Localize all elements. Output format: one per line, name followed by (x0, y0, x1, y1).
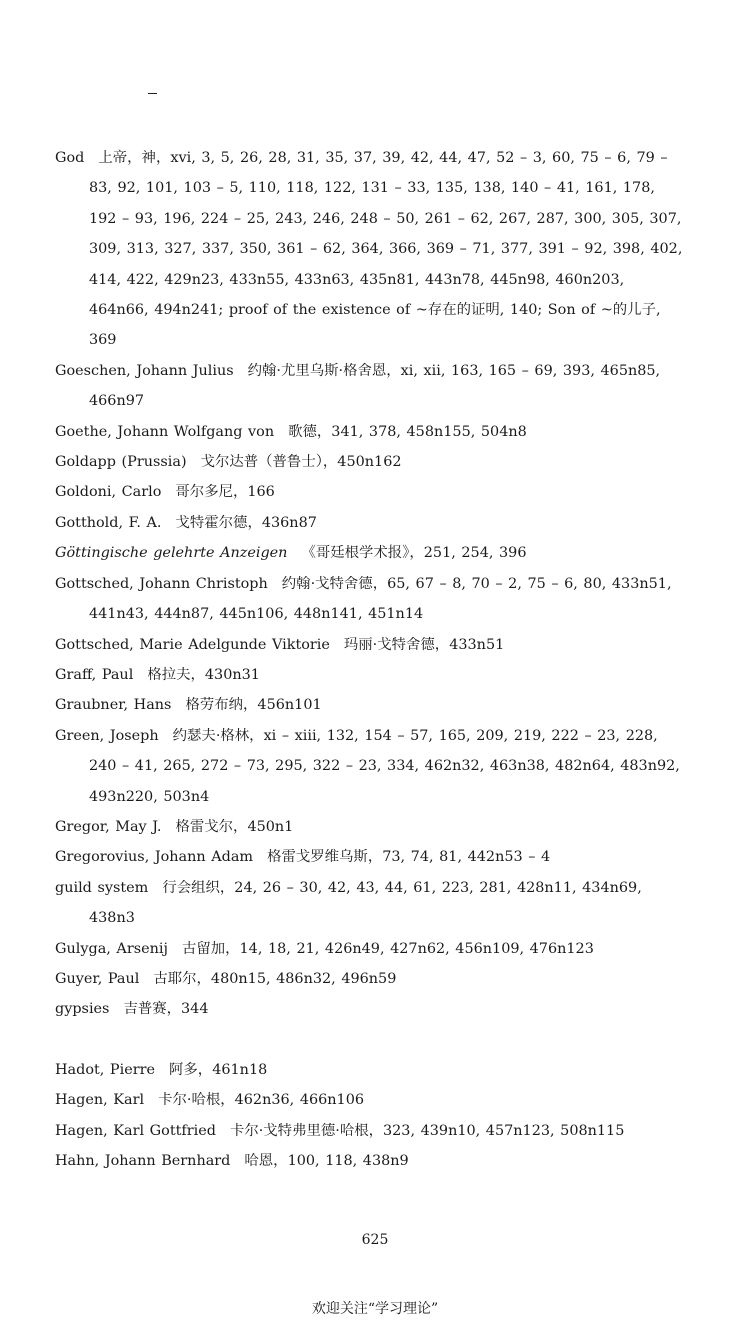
entry-refs: 100, 118, 438n9 (287, 1153, 409, 1169)
entry-refs: 450n162 (337, 454, 402, 471)
entry-term: Hahn, Johann Bernhard (55, 1153, 231, 1169)
entry-refs: 436n87 (261, 514, 317, 531)
entry-term: Gottsched, Johann Christoph (55, 575, 268, 592)
index-entry-goldoni (55, 477, 685, 507)
entry-chinese: 格劳布纳， (185, 697, 258, 714)
index-entry-guild-system (55, 873, 685, 934)
index-entry-hadot (55, 1055, 685, 1085)
index-entry-gypsies (55, 994, 685, 1024)
entry-refs: xi – xiii, 132, 154 – 57, 165, 209, 219, 222 – 23, 228, 240 – 41, 265, 272 – 73, 295, 322 – 23, 334, 462n32, 463n38, 482n64, 483n92, 493n220, 503n4 (89, 727, 680, 805)
index-entry-hahn (55, 1146, 685, 1176)
index-entry-goeschen (55, 356, 685, 417)
index-entry-gottsched-marie (55, 630, 685, 660)
entry-chinese: 格雷戈罗维乌斯， (267, 849, 383, 866)
entry-chinese: 上帝，神， (98, 150, 171, 166)
stray-mark (148, 93, 157, 94)
entry-term: Graubner, Hans (55, 697, 172, 714)
entry-refs: 461n18 (212, 1061, 268, 1078)
entry-refs: 341, 378, 458n155, 504n8 (331, 423, 527, 440)
letter-section-gap (55, 1025, 685, 1055)
index-entry-gottsched-johann (55, 569, 685, 630)
entry-term: Gotthold, F. A. (55, 514, 162, 531)
entry-refs: 344 (181, 1001, 209, 1018)
entry-chinese: 格雷戈尔， (175, 818, 248, 835)
entry-term: Goldapp (Prussia) (55, 454, 187, 471)
entry-refs: 462n36, 466n106 (234, 1092, 365, 1109)
entry-chinese: 戈尔达普（普鲁士）， (200, 454, 338, 471)
entry-refs: 73, 74, 81, 442n53 – 4 (382, 849, 551, 866)
index-entry-hagen-karl (55, 1085, 685, 1115)
entry-term: Goldoni, Carlo (55, 484, 162, 501)
entry-chinese: 古留加， (181, 940, 240, 957)
entry-term: Graff, Paul (55, 666, 134, 683)
index-entry-gottingische (55, 538, 685, 568)
index-entry-gotthold (55, 508, 685, 538)
entry-refs: 430n31 (204, 666, 260, 683)
entry-refs: 65, 67 – 8, 70 – 2, 75 – 6, 80, 433n51, 441n43, 444n87, 445n106, 448n141, 451n14 (89, 575, 672, 623)
index-entry-guyer (55, 964, 685, 994)
entry-term: Gottsched, Marie Adelgunde Viktorie (55, 636, 330, 653)
index-entry-goethe (55, 417, 685, 447)
entry-chinese: 玛丽·戈特舍德， (343, 636, 450, 653)
entry-refs: 480n15, 486n32, 496n59 (210, 970, 397, 987)
index-entry-graff (55, 660, 685, 690)
index-entry-gregorovius (55, 842, 685, 872)
entry-refs: xvi, 3, 5, 26, 28, 31, 35, 37, 39, 42, 44, 47, 52 – 3, 60, 75 – 6, 79 – 83, 92, 101, 103 – 5, 110, 118, 122, 131 – 33, 135, 138, 140 – 41, 161, 178, 192 – 93, 196, 224 – 25, 243, 246, 248 – 50, 261 – 62, 267, 287, 300, 305, 307, 309, 313, 327, 337, 350, 361 – 62, 364, 366, 369 – 71, 377, 391 – 92, 398, 402, 414, 422, 429n23, 433n55, 433n63, 435n81, 443n78, 445n98, 460n203, 464n66, 494n241; proof of the existence of ~存在的证明, 140; Son of ~的儿子, 369 (89, 150, 683, 349)
entry-term: Goethe, Johann Wolfgang von (55, 423, 275, 440)
page-number: 625 (361, 1232, 389, 1248)
entry-chinese: 约翰·尤里乌斯·格舍恩， (247, 362, 401, 379)
entry-refs: 323, 439n10, 457n123, 508n115 (383, 1122, 625, 1139)
entry-term: Gregor, May J. (55, 818, 162, 835)
entry-term: Goeschen, Johann Julius (55, 362, 234, 379)
entry-term: Gulyga, Arsenij (55, 940, 168, 957)
entry-refs: 251, 254, 396 (423, 545, 527, 562)
entry-chinese: 歌德， (288, 423, 332, 440)
index-entry-gulyga (55, 934, 685, 964)
entry-chinese: 阿多， (169, 1061, 213, 1078)
entry-refs: 24, 26 – 30, 42, 43, 44, 61, 223, 281, 428n11, 434n69, 438n3 (89, 879, 642, 927)
index-entry-hagen-karl-gottfried (55, 1116, 685, 1146)
entry-term: God (55, 150, 85, 166)
entry-chinese: 古耶尔， (153, 970, 211, 987)
entry-chinese: 吉普赛， (123, 1001, 182, 1018)
entry-term: Green, Joseph (55, 727, 159, 744)
entry-term: guild system (55, 879, 149, 896)
entry-chinese: 《哥廷根学术报》， (301, 545, 424, 562)
entry-chinese: 行会组织， (162, 879, 235, 896)
entry-chinese: 卡尔·戈特弗里德·哈根， (229, 1122, 383, 1139)
entry-term: gypsies (55, 1001, 110, 1018)
index-entry-god (55, 143, 685, 356)
entry-chinese: 约翰·戈特舍德， (281, 575, 388, 592)
footer-note: 欢迎关注“学习理论” (311, 1301, 439, 1317)
index-list (55, 143, 685, 1176)
entry-refs: 456n101 (257, 697, 322, 714)
entry-refs: 450n1 (247, 818, 294, 835)
entry-refs: 14, 18, 21, 426n49, 427n62, 456n109, 476n123 (239, 940, 594, 957)
entry-refs: xi, xii, 163, 165 – 69, 393, 465n85, 466n97 (89, 362, 661, 410)
index-entry-gregor (55, 812, 685, 842)
index-entry-goldapp (55, 447, 685, 477)
entry-term: Hadot, Pierre (55, 1061, 156, 1078)
entry-chinese: 哈恩， (244, 1153, 288, 1169)
entry-term: Hagen, Karl Gottfried (55, 1122, 216, 1139)
entry-refs: 166 (247, 484, 275, 501)
entry-term: Gregorovius, Johann Adam (55, 849, 254, 866)
index-entry-graubner (55, 690, 685, 720)
entry-chinese: 戈特霍尔德， (175, 514, 262, 531)
entry-term: Guyer, Paul (55, 970, 140, 987)
entry-chinese: 约瑟夫·格林， (172, 727, 264, 744)
index-entry-green (55, 721, 685, 812)
entry-chinese: 哥尔多尼， (175, 484, 248, 501)
entry-term: Göttingische gelehrte Anzeigen (55, 545, 288, 562)
entry-chinese: 格拉夫， (147, 666, 205, 683)
entry-chinese: 卡尔·哈根， (158, 1092, 235, 1109)
entry-refs: 433n51 (449, 636, 505, 653)
entry-term: Hagen, Karl (55, 1092, 145, 1109)
